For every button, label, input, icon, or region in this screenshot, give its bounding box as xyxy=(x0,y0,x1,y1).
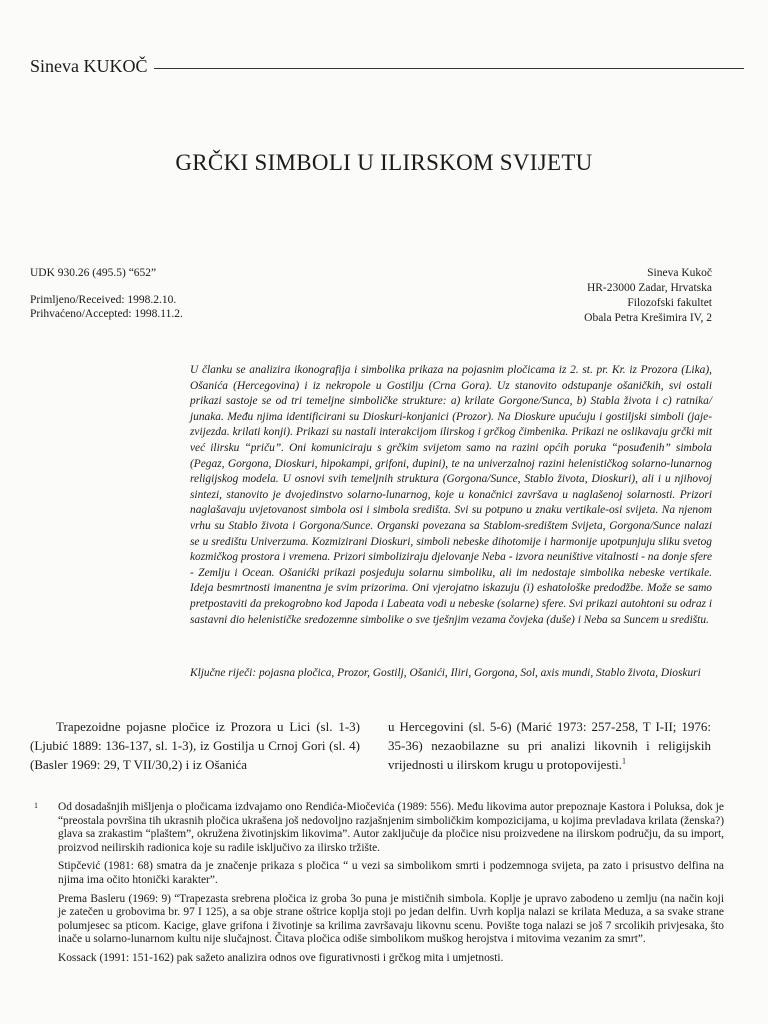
affiliation-city: HR-23000 Zadar, Hrvatska xyxy=(586,282,712,294)
footnote-1-mark: 1 xyxy=(34,801,38,810)
body-right-text: u Hercegovini (sl. 5-6) (Marić 1973: 257-258, T I-II; 1976: 35-36) nezaobilazne su pri analizi likovnih i religijskih vrijednosti u ilirskom krugu u protopovijesti. xyxy=(388,719,711,772)
keywords xyxy=(190,666,712,682)
running-header xyxy=(30,56,744,77)
accepted-date: Prihvaćeno/Accepted: 1998.11.2. xyxy=(30,308,183,320)
footnotes xyxy=(30,801,724,971)
keywords-text: pojasna pločica, Prozor, Gostilj, Ošanići, Iliri, Gorgona, Sol, axis mundi, Stablo života, Dioskuri xyxy=(258,667,701,679)
affiliation-faculty: Filozofski fakultet xyxy=(627,297,712,309)
header-author: Sineva KUKOČ xyxy=(30,56,148,76)
body-column-left: Trapezoidne pojasne pločice iz Prozora u Lici (sl. 1-3) (Ljubić 1889: 136-137, sl. 1-3), iz Gostilja u Crnoj Gori (sl. 4) (Basler 1969: 29, T VII/30,2) i iz Ošanića xyxy=(30,719,360,772)
article-title: GRČKI SIMBOLI U ILIRSKOM SVIJETU xyxy=(175,150,593,175)
footnote-paragraph-kossack: Kossack (1991: 151-162) pak sažeto analizira odnos ove figurativnosti i grčkog mita i umjetnosti. xyxy=(58,951,504,964)
received-date: Primljeno/Received: 1998.2.10. xyxy=(30,294,177,306)
header-rule xyxy=(154,68,745,69)
footnote-1 xyxy=(30,801,724,855)
author-affiliation xyxy=(584,266,712,326)
footnote-paragraph-basler: Prema Basleru (1969: 9) “Trapezasta srebrena pločica iz groba 3o puna je mističnih simbola. Koplje je upravo zabodeno u zemlju (na način koji je zatečen u grobovima br. 97 I 125), a sa obje strane oštrice koplja stoji po jedan delfin. Uvrh koplja nalazi se krilata Meduza, a sa svake strane polumjesec sa pticom. Kacige, glave grifona i životinje sa krilima završavaju likovnu scenu. Povište toga nalazi se još 7 srcolikih privjesaka, što inače u solarno-lunarnom kultu nije slučajnost. Čitava pločica odiše simbolikom muškog herojstva i mitovima vezanim za smrt”. xyxy=(58,892,724,946)
affiliation-street: Obala Petra Krešimira IV, 2 xyxy=(584,312,712,324)
keywords-label: Ključne riječi: xyxy=(190,667,257,679)
abstract: U članku se analizira ikonografija i simbolika prikaza na pojasnim pločicama iz 2. st. pr. Kr. iz Prozora (Lika), Ošanića (Hercegovina) i iz nekropole u Gostilju (Crna Gora). Uz stanovito odstupanje ošaničkih, svi ostali prikazi sastoje se od tri temeljne simboličke strukture: a) krilate Gorgone/Sunca, b) Stabla života i c) ratnika/ junaka. Među njima identificirani su Dioskuri-konjanici (Prozor). Na Dioskure upućuju i gostiljski simboli (jaje-zvijezda. krilati konji). Prikazi su nastali interakcijom ilirskog i grčkog čimbenika. Prikazi ne oslikavaju grčki mit već ilirsku “priču”. Oni komuniciraju s grčkim svijetom samo na razini općih poruka “posuđenih” simbola (Pegaz, Gorgona, Dioskuri, hipokampi, grifoni, dupini), te na univerzalnoj razini helenističkog solarno-lunarnog religijskog modela. U osnovi svih temeljnih struktura (Gorgona/Sunce, Stablo života, Dioskuri), ali i u njihovoj sintezi, stanovito je dvojedinstvo solarno-lunarnog, koje u konačnici završava u naglašenoj solarnosti. Prizori naglašavaju uvjetovanost simbola osi i simbola središta. Svi su potpuno u znaku vertikale-osi svijeta. Na njenom vrhu su Stablo života i Gorgona/Sunce. Organski povezana sa Stablom-središtem Svijeta, Gorgona/Sunce nalazi se u središtu Univerzuma. Kozmizirani Dioskuri, simboli nebeske dihotomije i harmonije upotpunjuju sliku svetog kozmičkog prostora i vremena. Prizori simboliziraju djelovanje Neba - izvora neuništive vitalnosti - na donje sfere - Zemlju i Ocean. Ošanićki prikazi posjeduju solarnu simboliku, ali im nedostaje simbolika nebeske vertikale. Ideja besmrtnosti imanentna je svim prizorima. Oni vjerojatno iskazuju (i) eshatološke predodžbe. Može se samo pretpostaviti da prekogrobno kod Japoda i Labeata vodi u nebeske (solarne) sfere. Svi prikazi autohtoni su odraz i sastavni dio helenističke sredozemne simbolike o sve tješnjim vezama čovjeka (duše) i Neba sa Suncem u središtu. xyxy=(190,364,712,626)
footnote-paragraph-stipcevic: Stipčević (1981: 68) smatra da je značenje prikaza s pločica “ u vezi sa simbolikom smrti i podzemnoga svijeta, pa zato i prisustvo delfina na njima ima očito htonički karakter”. xyxy=(58,860,724,886)
affiliation-name: Sineva Kukoč xyxy=(647,267,712,279)
udk-code: UDK 930.26 (495.5) “652” xyxy=(30,267,157,279)
footnote-reference: 1 xyxy=(622,756,626,766)
body-column-right xyxy=(388,717,711,774)
article-metadata xyxy=(30,266,183,321)
footnote-1-text: Od dosadašnjih mišljenja o pločicama izdvajamo ono Rendića-Miočevića (1989: 556). Među likovima autor prepoznaje Kastora i Poluksa, dok je “preostala površina tih ukrasnih pločica ukrašena još nedovoljno razjašnjenim simboličkim kompozicijama, u kojima prevladava krilata (ženska?) glava sa zrakastim “plaštem”, okružena životinjskim likovima”. Autor zaključuje da pločice nisu proizvedene na ilirskom području, da su import, proizvod neilirskih radionica koje su radile isključivo za ilirsko tržište. xyxy=(58,801,724,854)
